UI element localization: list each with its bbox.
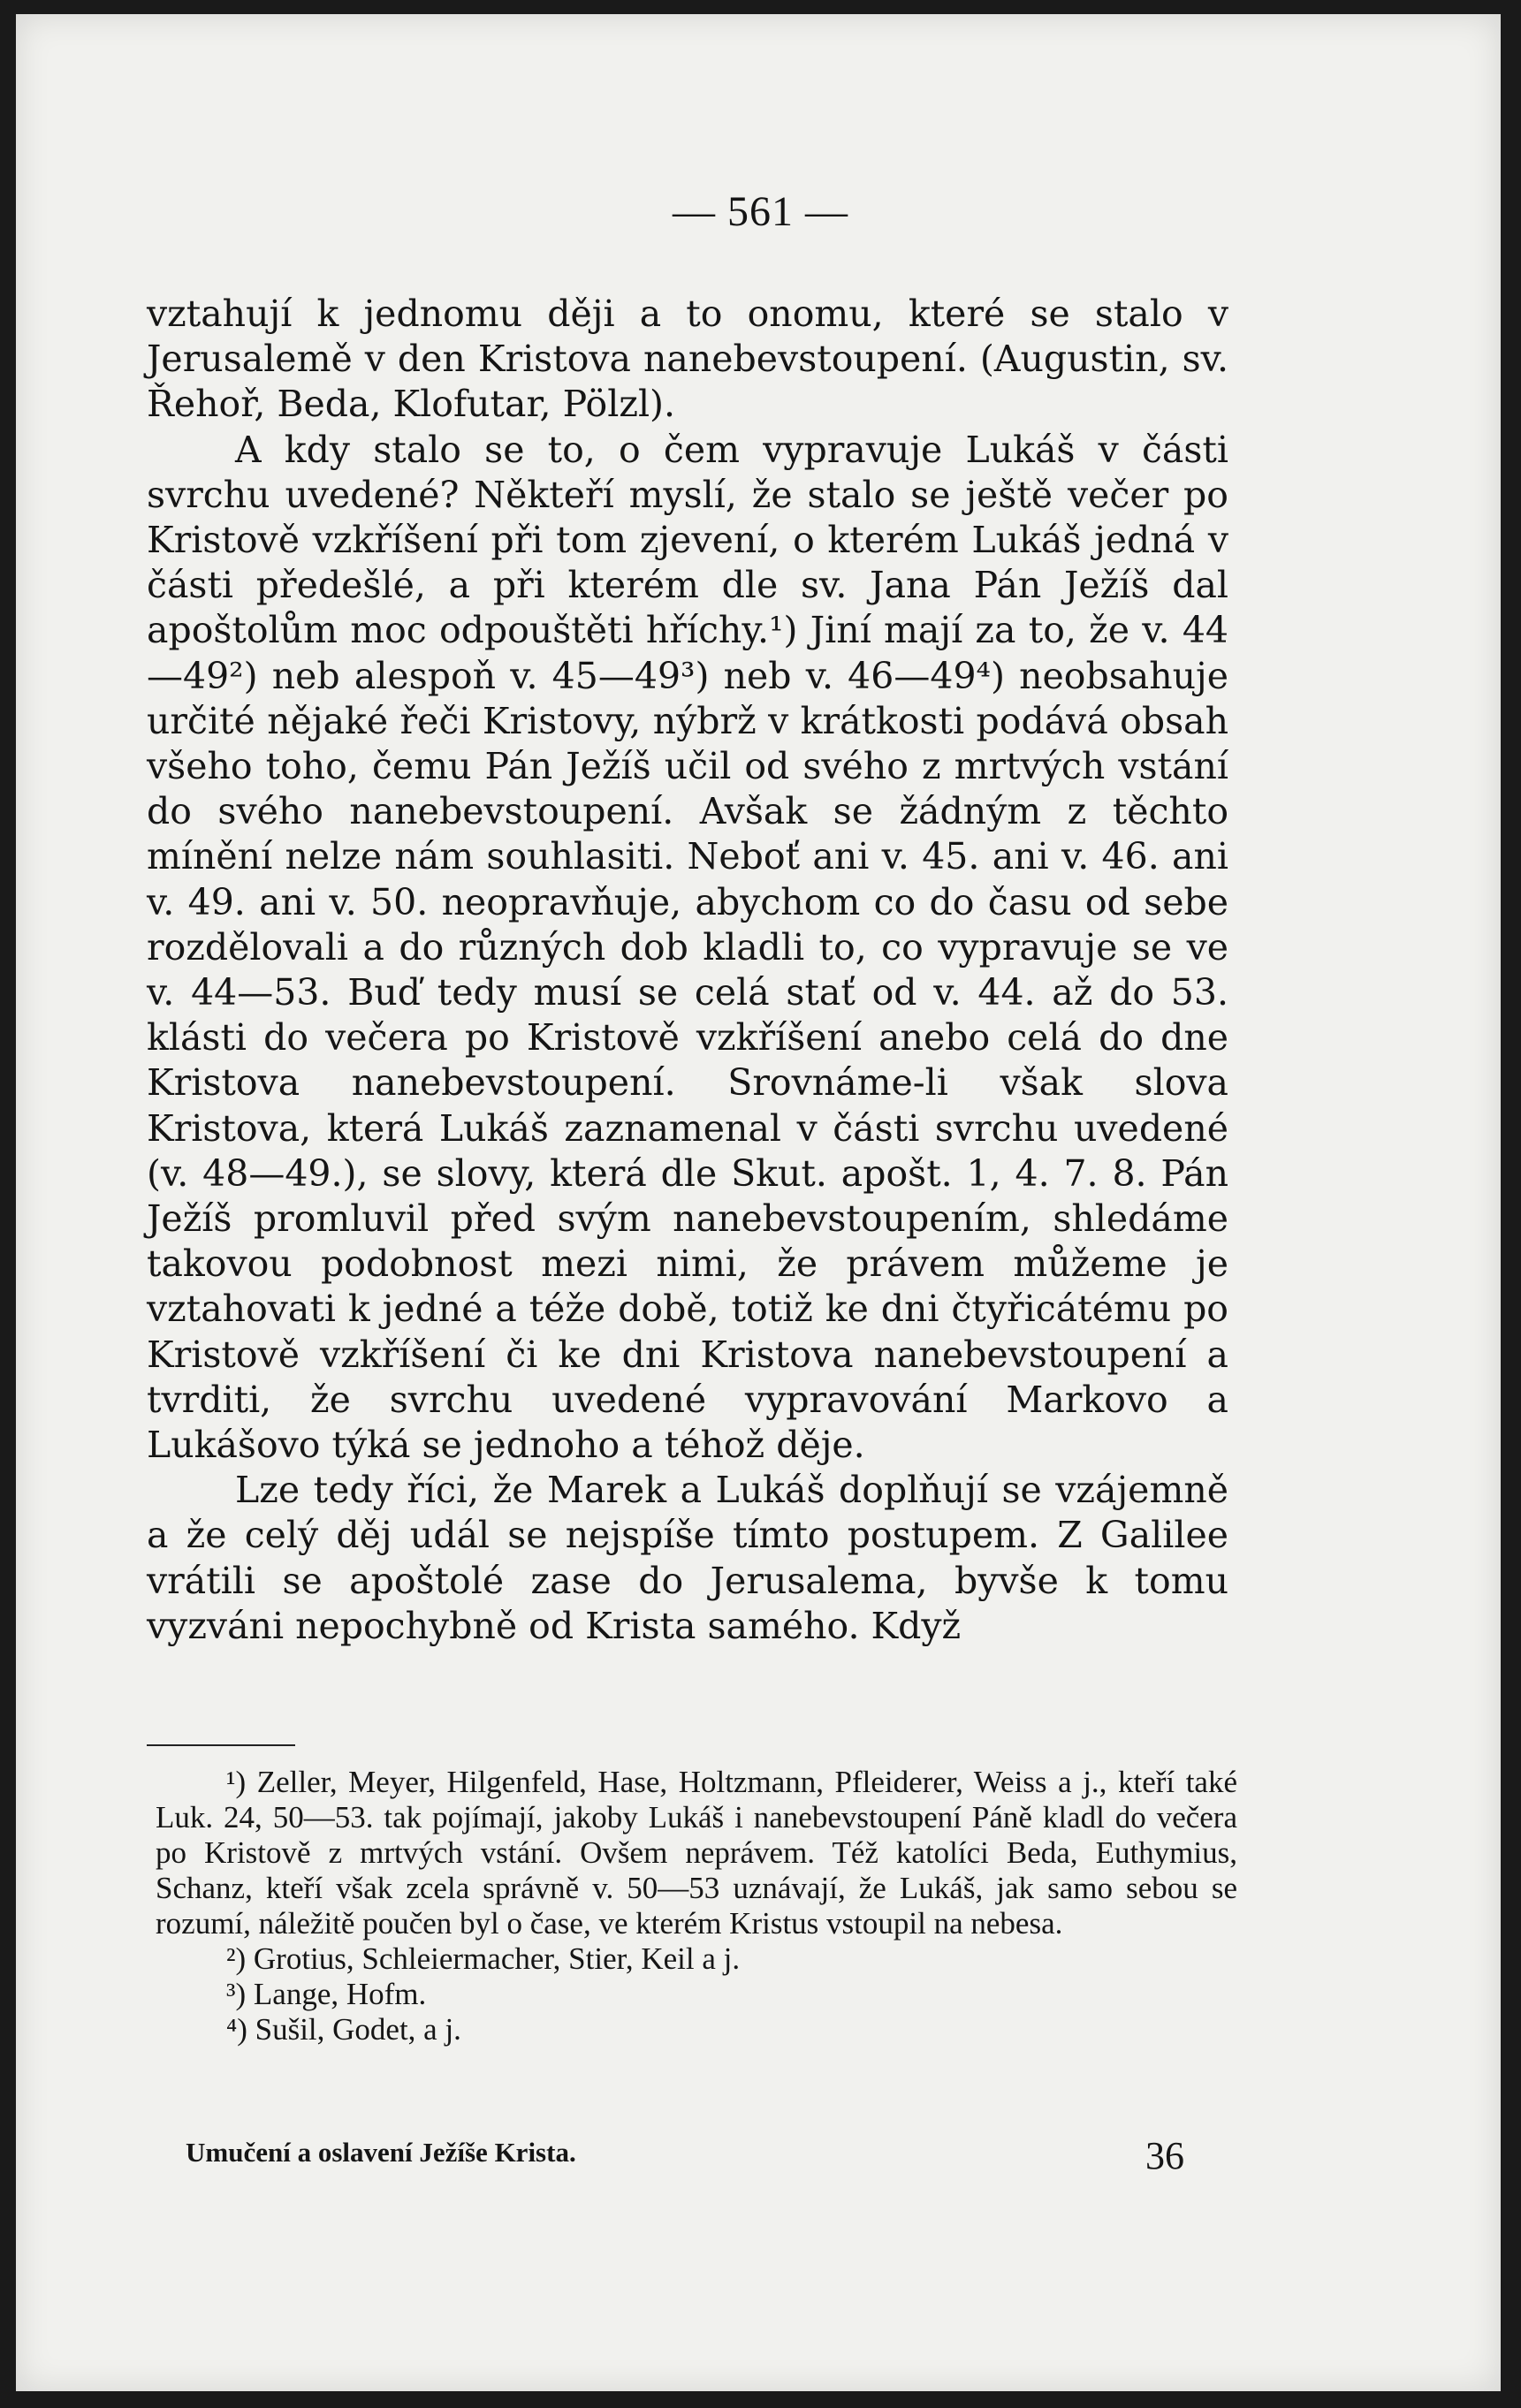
- footnote-1: ¹) Zeller, Meyer, Hilgenfeld, Hase, Holtzmann, Pfleiderer, Weiss a j., kteří také Luk. 24, 50—53. tak pojímají, jakoby Lukáš i nanebevstoupení Páně kladl do večera po Kristově z mrtvých vstání. Ovšem neprávem. Též katolíci Beda, Euthymius, Schanz, kteří však zcela správně v. 50—53 uznávají, že Lukáš, jak samo sebou se rozumí, náležitě poučen byl o čase, ve kterém Kristus vstoupil na nebesa.: [156, 1765, 1237, 1941]
- body-text: [147, 292, 1228, 1649]
- footnote-divider: [147, 1744, 295, 1746]
- paragraph-3: Lze tedy říci, že Marek a Lukáš doplňují se vzájemně a že celý děj udál se nejspíše tímto postupem. Z Galilee vrátili se apoštolé zase do Jerusalema, byvše k tomu vyzváni nepochybně od Krista samého. Když: [147, 1469, 1228, 1647]
- signature-line: Umučení a oslavení Ježíše Krista.: [186, 2137, 576, 2168]
- page-number: — 561 —: [673, 188, 848, 235]
- paragraph-1: vztahují k jednomu ději a to onomu, které se stalo v Jerusalemě v den Kristova nanebevstoupení. (Augustin, sv. Řehoř, Beda, Klofutar, Pölzl).: [147, 292, 1228, 426]
- footnote-3: ³) Lange, Hofm.: [226, 1977, 427, 2011]
- sheet-number: 36: [1145, 2134, 1184, 2177]
- footnotes: [156, 1765, 1237, 2047]
- paragraph-2: A kdy stalo se to, o čem vypravuje Lukáš v části svrchu uvedené? Někteří myslí, že stalo se ještě večer po Kristově vzkříšení při tom zjevení, o kterém Lukáš jedná v části předešlé, a při kterém dle sv. Jana Pán Ježíš dal apoštolům moc odpouštěti hříchy.¹) Jiní mají za to, že v. 44—49²) neb alespoň v. 45—49³) neb v. 46—49⁴) neobsahuje určité nějaké řeči Kristovy, nýbrž v krátkosti podává obsah všeho toho, čemu Pán Ježíš učil od svého z mrtvých vstání do svého nanebevstoupení. Avšak se žádným z těchto mínění nelze nám souhlasiti. Neboť ani v. 45. ani v. 46. ani v. 49. ani v. 50. neopravňuje, abychom co do času od sebe rozdělovali a do různých dob kladli to, co vypravuje se ve v. 44—53. Buď tedy musí se celá stať od v. 44. až do 53. klásti do večera po Kristově vzkříšení anebo celá do dne Kristova nanebevstoupení. Srovnáme-li však slova Kristova, která Lukáš zaznamenal v části svrchu uvedené (v. 48—49.), se slovy, která dle Skut. apošt. 1, 4. 7. 8. Pán Ježíš promluvil před svým nanebevstoupením, shledáme takovou podobnost mezi nimi, že právem můžeme je vztahovati k jedné a téže době, totiž ke dni čtyřicátému po Kristově vzkříšení či ke dni Kristova nanebevstoupení a tvrditi, že svrchu uvedené vypravování Markovo a Lukášovo týká se jednoho a téhož děje.: [147, 428, 1228, 1467]
- footnote-2: ²) Grotius, Schleiermacher, Stier, Keil a j.: [226, 1941, 741, 1976]
- footnote-4: ⁴) Sušil, Godet, a j.: [226, 2012, 461, 2047]
